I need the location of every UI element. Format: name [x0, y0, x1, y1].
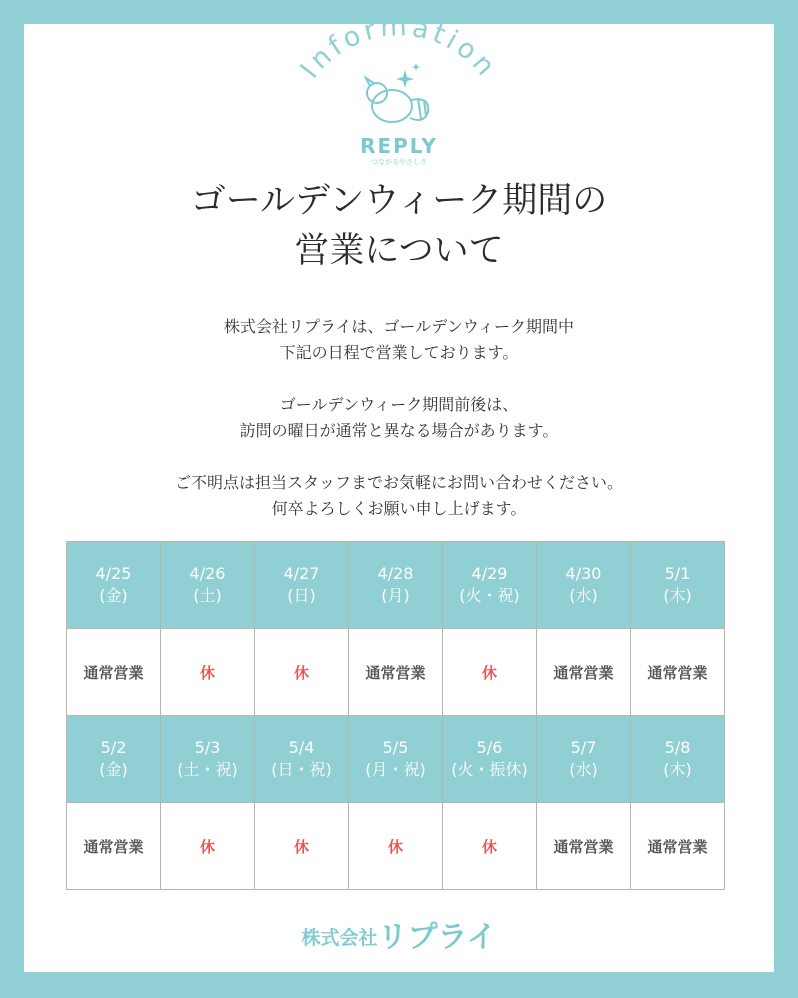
status-cell: 通常営業	[631, 803, 725, 890]
status-cell-closed: 休	[255, 629, 349, 716]
title-line-1: ゴールデンウィーク期間の	[190, 181, 608, 221]
intro-line: ゴールデンウィーク期間前後は、	[279, 395, 519, 414]
date-cell: 5/8 (木)	[631, 716, 725, 803]
date-cell: 5/5 (月・祝)	[349, 716, 443, 803]
status-cell: 通常営業	[67, 629, 161, 716]
intro-paragraph-1	[0, 314, 798, 366]
date-cell: 4/27 (日)	[255, 542, 349, 629]
title-line-2: 営業について	[294, 231, 504, 271]
intro-line: 何卒よろしくお願い申し上げます。	[271, 499, 527, 518]
date-cell: 5/7 (水)	[537, 716, 631, 803]
status-cell: 通常営業	[537, 629, 631, 716]
logo-brand: REPLY	[360, 134, 438, 158]
company-name: リプライ	[377, 920, 497, 955]
date-cell: 5/1 (木)	[631, 542, 725, 629]
status-cell-closed: 休	[255, 803, 349, 890]
intro-line: 訪問の曜日が通常と異なる場合があります。	[239, 421, 559, 440]
intro-text	[0, 314, 798, 548]
date-cell: 5/4 (日・祝)	[255, 716, 349, 803]
week-2-status	[67, 803, 725, 890]
company-logo	[0, 912, 798, 956]
intro-paragraph-2	[0, 392, 798, 444]
logo-arc-text: Information	[294, 11, 504, 85]
intro-line: 株式会社リプライは、ゴールデンウィーク期間中	[224, 317, 574, 336]
raccoon-icon	[366, 78, 428, 122]
information-logo	[0, 0, 798, 170]
sparkle-icon	[396, 63, 420, 88]
status-cell: 通常営業	[349, 629, 443, 716]
company-prefix: 株式会社	[301, 927, 378, 949]
schedule-table	[66, 541, 725, 890]
week-1-status	[67, 629, 725, 716]
status-cell-closed: 休	[349, 803, 443, 890]
status-cell-closed: 休	[161, 803, 255, 890]
week-1-dates	[67, 542, 725, 629]
date-cell: 4/29 (火・祝)	[443, 542, 537, 629]
logo-tagline: つながるやさしさ	[371, 158, 427, 166]
status-cell: 通常営業	[67, 803, 161, 890]
status-cell: 通常営業	[537, 803, 631, 890]
intro-paragraph-3	[0, 470, 798, 522]
date-cell: 4/28 (月)	[349, 542, 443, 629]
week-2-dates	[67, 716, 725, 803]
status-cell-closed: 休	[443, 803, 537, 890]
status-cell-closed: 休	[443, 629, 537, 716]
date-cell: 5/2 (金)	[67, 716, 161, 803]
date-cell: 5/3 (土・祝)	[161, 716, 255, 803]
date-cell: 4/30 (水)	[537, 542, 631, 629]
date-cell: 5/6 (火・振休)	[443, 716, 537, 803]
intro-line: 下記の日程で営業しております。	[279, 343, 519, 362]
page-title	[0, 176, 798, 276]
date-cell: 4/25 (金)	[67, 542, 161, 629]
status-cell-closed: 休	[161, 629, 255, 716]
intro-line: ご不明点は担当スタッフまでお気軽にお問い合わせください。	[174, 473, 623, 492]
status-cell: 通常営業	[631, 629, 725, 716]
date-cell: 4/26 (土)	[161, 542, 255, 629]
